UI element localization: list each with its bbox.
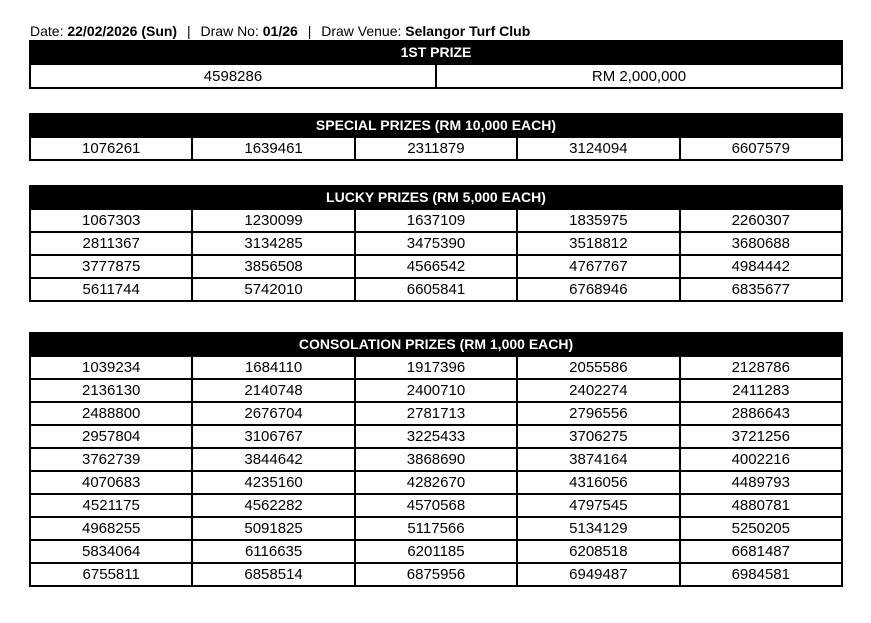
lucky-prize-number: 3475390 xyxy=(355,232,517,255)
date-label: Date: xyxy=(30,23,64,39)
lucky-prize-number: 3856508 xyxy=(192,255,354,278)
consolation-prize-number: 4235160 xyxy=(192,471,354,494)
consolation-prize-number: 6984581 xyxy=(680,563,842,586)
draw-no-value: 01/26 xyxy=(262,23,298,39)
lucky-prize-number: 6835677 xyxy=(680,278,842,301)
consolation-prize-number: 4002216 xyxy=(680,448,842,471)
consolation-prize-number: 4521175 xyxy=(30,494,192,517)
consolation-prize-number: 3844642 xyxy=(192,448,354,471)
consolation-prize-number: 6875956 xyxy=(355,563,517,586)
consolation-prize-number: 2886643 xyxy=(680,402,842,425)
special-prize-number: 1639461 xyxy=(192,137,354,160)
separator: | xyxy=(186,23,191,39)
draw-info-header xyxy=(30,21,530,41)
special-prizes-table xyxy=(29,113,843,161)
consolation-prize-number: 4489793 xyxy=(680,471,842,494)
consolation-prize-number: 1917396 xyxy=(355,356,517,379)
first-prize-table xyxy=(29,40,843,89)
consolation-prize-number: 2400710 xyxy=(355,379,517,402)
special-prize-number: 1076261 xyxy=(30,137,192,160)
consolation-prize-row xyxy=(30,494,842,517)
first-prize-number: 4598286 xyxy=(30,64,436,88)
consolation-prize-number: 1039234 xyxy=(30,356,192,379)
lucky-prizes-title: LUCKY PRIZES (RM 5,000 EACH) xyxy=(30,186,842,209)
consolation-prize-row xyxy=(30,425,842,448)
consolation-prize-number: 6755811 xyxy=(30,563,192,586)
consolation-prize-number: 3225433 xyxy=(355,425,517,448)
consolation-prize-number: 2055586 xyxy=(517,356,679,379)
consolation-prize-number: 6681487 xyxy=(680,540,842,563)
lucky-prize-row xyxy=(30,278,842,301)
lucky-prizes-table xyxy=(29,185,843,302)
lucky-prize-number: 6768946 xyxy=(517,278,679,301)
consolation-prize-number: 2411283 xyxy=(680,379,842,402)
lucky-prize-number: 3518812 xyxy=(517,232,679,255)
lucky-prize-number: 4767767 xyxy=(517,255,679,278)
consolation-prize-number: 4968255 xyxy=(30,517,192,540)
consolation-prize-number: 3706275 xyxy=(517,425,679,448)
consolation-prize-number: 1684110 xyxy=(192,356,354,379)
consolation-prize-row xyxy=(30,379,842,402)
lucky-prize-number: 4566542 xyxy=(355,255,517,278)
consolation-prize-row xyxy=(30,471,842,494)
special-prize-number: 3124094 xyxy=(517,137,679,160)
venue-label: Draw Venue: xyxy=(321,23,402,39)
consolation-prize-row xyxy=(30,402,842,425)
consolation-prize-number: 2488800 xyxy=(30,402,192,425)
lucky-prize-number: 3134285 xyxy=(192,232,354,255)
lucky-prize-number: 2260307 xyxy=(680,209,842,232)
lucky-prize-number: 3777875 xyxy=(30,255,192,278)
consolation-prize-number: 5134129 xyxy=(517,517,679,540)
consolation-prize-row xyxy=(30,540,842,563)
separator: | xyxy=(307,23,312,39)
first-prize-title: 1ST PRIZE xyxy=(30,41,842,64)
lucky-prize-number: 4984442 xyxy=(680,255,842,278)
consolation-prize-number: 2402274 xyxy=(517,379,679,402)
consolation-prize-number: 4316056 xyxy=(517,471,679,494)
consolation-prize-row xyxy=(30,563,842,586)
lucky-prize-row xyxy=(30,232,842,255)
consolation-prize-number: 4570568 xyxy=(355,494,517,517)
consolation-prize-number: 6116635 xyxy=(192,540,354,563)
consolation-prize-number: 3874164 xyxy=(517,448,679,471)
consolation-prize-number: 2957804 xyxy=(30,425,192,448)
consolation-prize-row xyxy=(30,517,842,540)
consolation-prize-number: 5250205 xyxy=(680,517,842,540)
consolation-prize-number: 3762739 xyxy=(30,448,192,471)
consolation-prize-number: 5834064 xyxy=(30,540,192,563)
draw-no-label: Draw No: xyxy=(200,23,259,39)
special-prize-number: 6607579 xyxy=(680,137,842,160)
date-value: 22/02/2026 (Sun) xyxy=(67,23,178,39)
lucky-prize-row xyxy=(30,209,842,232)
consolation-prize-number: 3106767 xyxy=(192,425,354,448)
lucky-prize-number: 1637109 xyxy=(355,209,517,232)
consolation-prize-number: 4880781 xyxy=(680,494,842,517)
consolation-prize-number: 2128786 xyxy=(680,356,842,379)
consolation-prize-number: 2796556 xyxy=(517,402,679,425)
special-prize-row xyxy=(30,137,842,160)
consolation-prize-number: 2781713 xyxy=(355,402,517,425)
consolation-prize-number: 4282670 xyxy=(355,471,517,494)
consolation-prize-row xyxy=(30,356,842,379)
lucky-prize-number: 5611744 xyxy=(30,278,192,301)
consolation-prize-number: 3868690 xyxy=(355,448,517,471)
consolation-prize-number: 6208518 xyxy=(517,540,679,563)
consolation-prize-number: 2140748 xyxy=(192,379,354,402)
consolation-prize-number: 6949487 xyxy=(517,563,679,586)
lucky-prize-number: 2811367 xyxy=(30,232,192,255)
consolation-prize-number: 4562282 xyxy=(192,494,354,517)
consolation-prizes-table xyxy=(29,332,843,587)
lucky-prize-number: 5742010 xyxy=(192,278,354,301)
consolation-prize-number: 4797545 xyxy=(517,494,679,517)
consolation-prize-number: 5091825 xyxy=(192,517,354,540)
lucky-prize-row xyxy=(30,255,842,278)
special-prizes-title: SPECIAL PRIZES (RM 10,000 EACH) xyxy=(30,114,842,137)
consolation-prize-row xyxy=(30,448,842,471)
consolation-prize-number: 3721256 xyxy=(680,425,842,448)
lucky-prize-number: 6605841 xyxy=(355,278,517,301)
venue-value: Selangor Turf Club xyxy=(405,23,531,39)
consolation-prizes-title: CONSOLATION PRIZES (RM 1,000 EACH) xyxy=(30,333,842,356)
lucky-prize-number: 1835975 xyxy=(517,209,679,232)
consolation-prize-number: 5117566 xyxy=(355,517,517,540)
consolation-prize-number: 2136130 xyxy=(30,379,192,402)
lucky-prize-number: 1067303 xyxy=(30,209,192,232)
consolation-prize-number: 6858514 xyxy=(192,563,354,586)
lucky-prize-number: 1230099 xyxy=(192,209,354,232)
special-prize-number: 2311879 xyxy=(355,137,517,160)
consolation-prize-number: 6201185 xyxy=(355,540,517,563)
first-prize-amount: RM 2,000,000 xyxy=(436,64,842,88)
consolation-prize-number: 4070683 xyxy=(30,471,192,494)
lucky-prize-number: 3680688 xyxy=(680,232,842,255)
consolation-prize-number: 2676704 xyxy=(192,402,354,425)
